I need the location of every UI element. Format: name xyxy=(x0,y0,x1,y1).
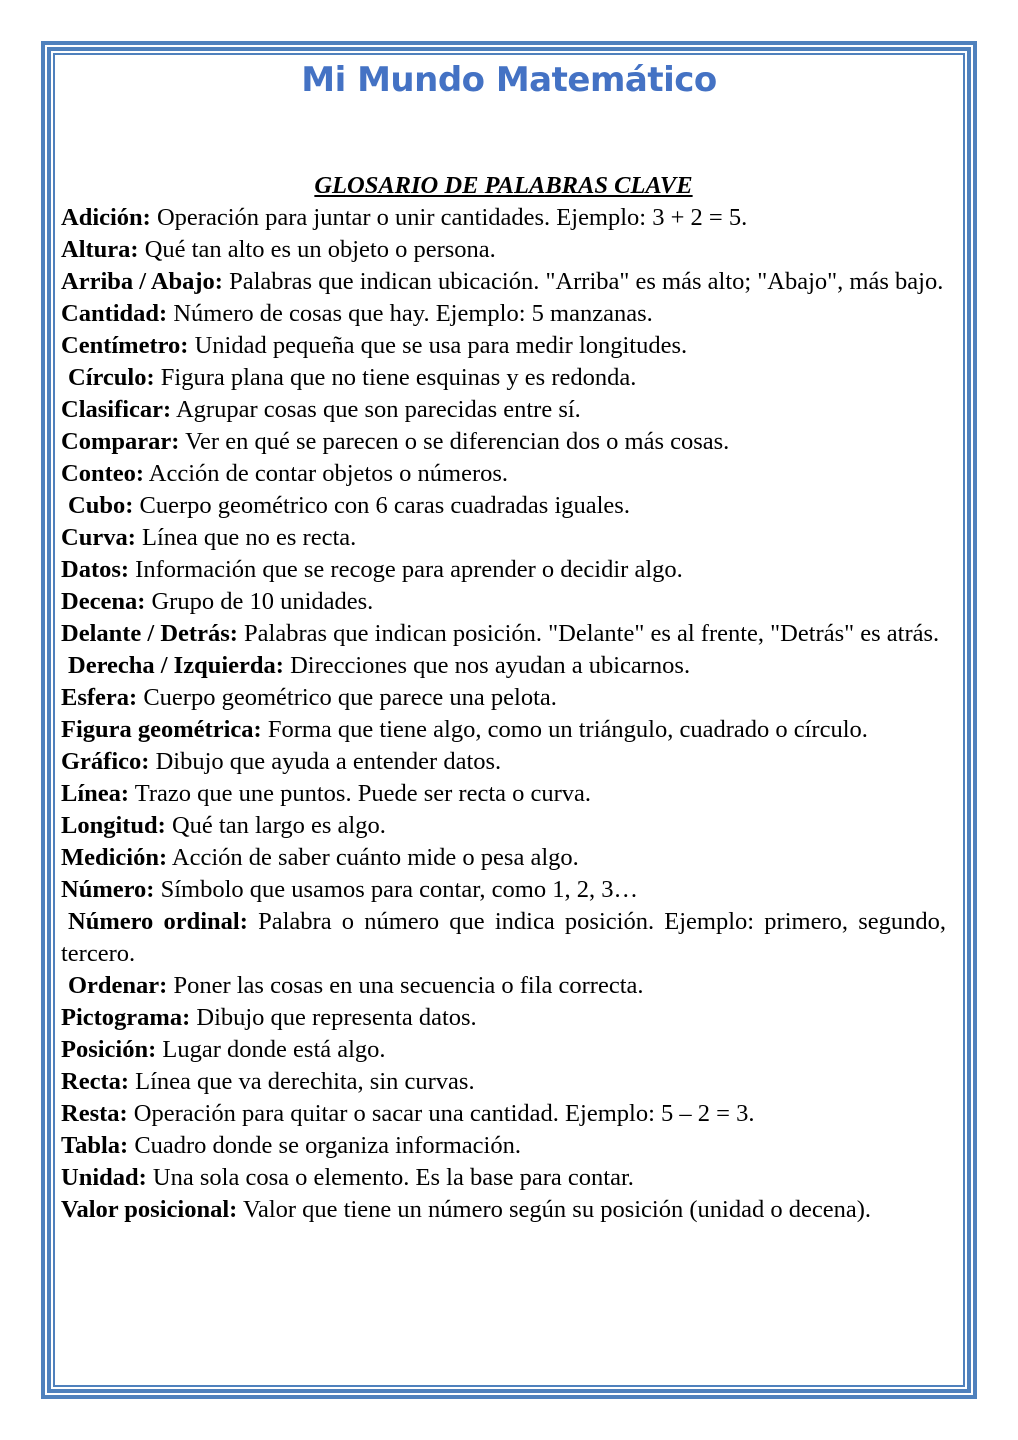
entry-term: Adición: xyxy=(61,204,151,231)
entry-term: Delante / Detrás: xyxy=(61,620,238,647)
entry-definition: Lugar donde está algo. xyxy=(156,1036,386,1063)
entry-definition: Forma que tiene algo, como un triángulo, cuadrado o círculo. xyxy=(261,716,868,743)
entry-definition: Trazo que une puntos. Puede ser recta o curva. xyxy=(129,780,592,807)
entry-term: Longitud: xyxy=(61,812,166,839)
entry-definition: Agrupar cosas que son parecidas entre sí. xyxy=(171,396,581,423)
glossary-entry xyxy=(61,298,946,330)
entry-term: Tabla: xyxy=(61,1132,129,1159)
entry-definition: Número de cosas que hay. Ejemplo: 5 manzanas. xyxy=(167,300,653,327)
entry-definition: Acción de contar objetos o números. xyxy=(144,460,509,487)
glossary-entry xyxy=(61,362,946,394)
entry-term: Centímetro: xyxy=(61,332,189,359)
glossary-entry xyxy=(61,650,946,682)
glossary-entry xyxy=(61,1130,946,1162)
entry-definition: Dibujo que representa datos. xyxy=(190,1004,477,1031)
entry-term: Número: xyxy=(61,876,155,903)
glossary-entry xyxy=(61,1194,946,1226)
entry-definition: Unidad pequeña que se usa para medir longitudes. xyxy=(188,332,688,359)
glossary-entry xyxy=(61,458,946,490)
glossary xyxy=(61,170,946,1226)
glossary-entry xyxy=(61,842,946,874)
glossary-entry xyxy=(61,746,946,778)
glossary-entry xyxy=(61,682,946,714)
entry-definition: Una sola cosa o elemento. Es la base para contar. xyxy=(146,1164,634,1191)
glossary-entry xyxy=(61,906,946,970)
entry-term: Círculo: xyxy=(68,364,155,391)
entry-term: Clasificar: xyxy=(61,396,172,423)
entry-definition: Qué tan largo es algo. xyxy=(165,812,386,839)
glossary-entry xyxy=(61,1066,946,1098)
entry-definition: Línea que va derechita, sin curvas. xyxy=(129,1068,475,1095)
entry-definition: Poner las cosas en una secuencia o fila correcta. xyxy=(167,972,644,999)
entry-definition: Cuerpo geométrico con 6 caras cuadradas iguales. xyxy=(133,492,630,519)
entry-definition: Cuadro donde se organiza información. xyxy=(128,1132,521,1159)
entry-term: Pictograma: xyxy=(61,1004,191,1031)
glossary-entry xyxy=(61,394,946,426)
glossary-entry xyxy=(61,330,946,362)
entry-term: Comparar: xyxy=(61,428,180,455)
entry-definition: Direcciones que nos ayudan a ubicarnos. xyxy=(283,652,691,679)
glossary-entry xyxy=(61,234,946,266)
entry-definition: Palabra o número que indica posición. Ejemplo: primero, segundo, tercero. xyxy=(61,908,946,967)
glossary-entry xyxy=(61,970,946,1002)
entry-definition: Símbolo que usamos para contar, como 1, 2, 3… xyxy=(154,876,638,903)
entry-term: Figura geométrica: xyxy=(61,716,262,743)
glossary-entry xyxy=(61,810,946,842)
entry-definition: Dibujo que ayuda a entender datos. xyxy=(149,748,502,775)
entry-term: Conteo: xyxy=(61,460,145,487)
entry-definition: Ver en qué se parecen o se diferencian dos o más cosas. xyxy=(179,428,730,455)
entry-term: Arriba / Abajo: xyxy=(61,268,223,295)
entry-term: Decena: xyxy=(61,588,146,615)
entry-term: Cantidad: xyxy=(61,300,168,327)
entry-term: Valor posicional: xyxy=(61,1196,238,1223)
entry-term: Esfera: xyxy=(61,684,138,711)
entry-term: Línea: xyxy=(61,780,130,807)
entry-term: Derecha / Izquierda: xyxy=(68,652,284,679)
entry-term: Gráfico: xyxy=(61,748,150,775)
glossary-entry xyxy=(61,778,946,810)
glossary-entry xyxy=(61,1098,946,1130)
glossary-entry xyxy=(61,554,946,586)
entry-term: Unidad: xyxy=(61,1164,147,1191)
glossary-entry xyxy=(61,618,946,650)
entry-term: Número ordinal: xyxy=(68,908,248,935)
entry-definition: Operación para quitar o sacar una cantidad. Ejemplo: 5 – 2 = 3. xyxy=(127,1100,755,1127)
entry-definition: Información que se recoge para aprender o decidir algo. xyxy=(129,556,683,583)
entry-term: Recta: xyxy=(61,1068,130,1095)
glossary-entry xyxy=(61,266,946,298)
entry-term: Posición: xyxy=(61,1036,157,1063)
entry-term: Medición: xyxy=(61,844,168,871)
document-title: Mi Mundo Matemático xyxy=(301,60,717,100)
glossary-entry xyxy=(61,490,946,522)
entry-definition: Figura plana que no tiene esquinas y es redonda. xyxy=(154,364,637,391)
glossary-entry xyxy=(61,522,946,554)
entry-definition: Qué tan alto es un objeto o persona. xyxy=(138,236,496,263)
entry-term: Altura: xyxy=(61,236,139,263)
entry-definition: Palabras que indican posición. "Delante" es al frente, "Detrás" es atrás. xyxy=(237,620,940,647)
glossary-entry xyxy=(61,714,946,746)
glossary-entry xyxy=(61,202,946,234)
glossary-entry xyxy=(61,426,946,458)
entry-term: Resta: xyxy=(61,1100,128,1127)
entry-term: Datos: xyxy=(61,556,130,583)
entry-definition: Operación para juntar o unir cantidades. Ejemplo: 3 + 2 = 5. xyxy=(150,204,748,231)
entry-definition: Línea que no es recta. xyxy=(135,524,357,551)
entry-definition: Grupo de 10 unidades. xyxy=(145,588,374,615)
glossary-heading: GLOSARIO DE PALABRAS CLAVE xyxy=(314,172,693,199)
glossary-entry xyxy=(61,586,946,618)
entry-definition: Cuerpo geométrico que parece una pelota. xyxy=(137,684,557,711)
glossary-entry xyxy=(61,1162,946,1194)
entry-definition: Valor que tiene un número según su posición (unidad o decena). xyxy=(237,1196,871,1223)
entry-definition: Palabras que indican ubicación. "Arriba" es más alto; "Abajo", más bajo. xyxy=(222,268,944,295)
glossary-entry xyxy=(61,1002,946,1034)
entry-term: Cubo: xyxy=(68,492,134,519)
glossary-entry xyxy=(61,874,946,906)
entry-definition: Acción de saber cuánto mide o pesa algo. xyxy=(167,844,579,871)
entry-term: Ordenar: xyxy=(68,972,168,999)
glossary-entry xyxy=(61,1034,946,1066)
entry-term: Curva: xyxy=(61,524,136,551)
